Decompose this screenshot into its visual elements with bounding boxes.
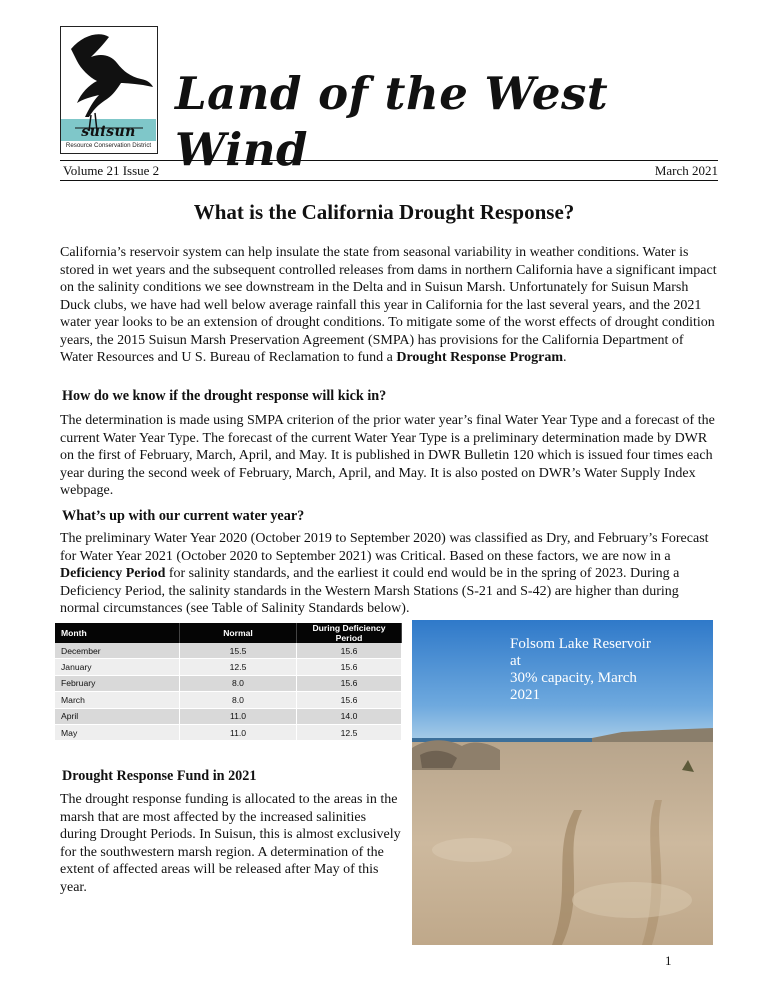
intro-bold-term: Drought Response Program	[396, 350, 564, 365]
table-cell: 15.6	[297, 643, 402, 659]
table-cell: December	[55, 643, 180, 659]
reservoir-photo	[412, 620, 713, 945]
table-cell: 11.0	[180, 724, 297, 740]
divider	[60, 160, 718, 161]
table-cell: 12.5	[297, 724, 402, 740]
table-cell: 15.5	[180, 643, 297, 659]
table-cell: January	[55, 659, 180, 675]
salinity-standards-table	[55, 623, 402, 741]
table-row	[55, 659, 402, 675]
water-year-text: The preliminary Water Year 2020 (October 2019 to September 2020) was classified as Dry, and February’s Forecast for Water Year 2021 (October 2020 to September 2021) was Critical. Based on these factors, we are now in a	[60, 531, 709, 564]
caption-line: Folsom Lake Reservoir at	[510, 636, 651, 669]
logo-subtitle: Resource Conservation District	[65, 142, 152, 149]
table-row	[55, 643, 402, 659]
photo-caption	[412, 636, 662, 704]
table-cell: 14.0	[297, 708, 402, 724]
table-row	[55, 708, 402, 724]
table-row	[55, 692, 402, 708]
page-number: 1	[665, 953, 672, 968]
table-cell: February	[55, 675, 180, 691]
district-logo	[60, 26, 158, 154]
fund-heading: Drought Response Fund in 2021	[62, 768, 257, 784]
divider	[60, 180, 718, 181]
issue-date: March 2021	[654, 163, 718, 178]
kick-in-paragraph: The determination is made using SMPA criterion of the prior water year’s final Water Year Type and a forecast of the current Water Year Type. The forecast of the current Water Year Type is a preliminary determination made by DWR on the first of February, March, April, and May. It is published in DWR Bulletin 120 which is issued four times each year during the second week of February, March, April, and May. It is also posted on DWR’s Water Supply Index webpage.	[60, 413, 715, 498]
table-cell: 15.6	[297, 692, 402, 708]
table-cell: May	[55, 724, 180, 740]
table-cell: 15.6	[297, 659, 402, 675]
column-header-normal: Normal	[180, 623, 297, 643]
caption-line: 30% capacity, March 2021	[510, 670, 637, 703]
newsletter-title: Land of the West Wind	[175, 67, 609, 176]
intro-paragraph	[60, 244, 718, 367]
table-cell: March	[55, 692, 180, 708]
table-row	[55, 724, 402, 740]
column-header-deficiency: During Deficiency Period	[297, 623, 402, 643]
fund-paragraph: The drought response funding is allocated to the areas in the marsh that are most affected by the increased salinities during Drought Periods. In Suisun, this is almost exclusively for the southwestern marsh region. A determination of the extent of affected areas will be released after May of this year.	[60, 792, 401, 895]
water-year-text-continued: for salinity standards, and the earliest it could end would be in the spring of 2023. During a Deficiency Period, the salinity standards in the Western Marsh Stations (S-21 and S-42) are higher than during normal circumstances (see Table of Salinity Standards below).	[60, 566, 680, 616]
logo-wordmark: suisun	[81, 124, 136, 140]
column-header-month: Month	[55, 623, 180, 643]
water-year-paragraph	[60, 530, 718, 618]
water-year-heading: What’s up with our current water year?	[62, 508, 305, 524]
table-cell: April	[55, 708, 180, 724]
issue-volume: Volume 21 Issue 2	[63, 163, 160, 178]
table-row	[55, 675, 402, 691]
table-cell: 12.5	[180, 659, 297, 675]
table-header-row	[55, 623, 402, 643]
table-cell: 8.0	[180, 692, 297, 708]
table-cell: 15.6	[297, 675, 402, 691]
deficiency-period-term: Deficiency Period	[60, 566, 166, 581]
intro-end: .	[563, 350, 567, 365]
intro-text: California’s reservoir system can help insulate the state from seasonal variability in weather conditions. Water is stored in wet years and the subsequent controlled releases from dams in northern California have a significant impact on the salinity conditions we see downstream in the Delta and in Suisun Marsh. Unfortunately for Suisun Marsh Duck clubs, we have had well below average rainfall this year in California for the last several years, and the 2021 water year looks to be an extension of drought conditions. To mitigate some of the worst effects of drought condition years, the 2015 Suisun Marsh Preservation Agreement (SMPA) has provisions for the California Department of Water Resources and U S. Bureau of Reclamation to fund a	[60, 245, 717, 365]
kick-in-heading: How do we know if the drought response will kick in?	[62, 388, 387, 404]
article-headline: What is the California Drought Response?	[193, 200, 575, 224]
table-cell: 8.0	[180, 675, 297, 691]
table-cell: 11.0	[180, 708, 297, 724]
